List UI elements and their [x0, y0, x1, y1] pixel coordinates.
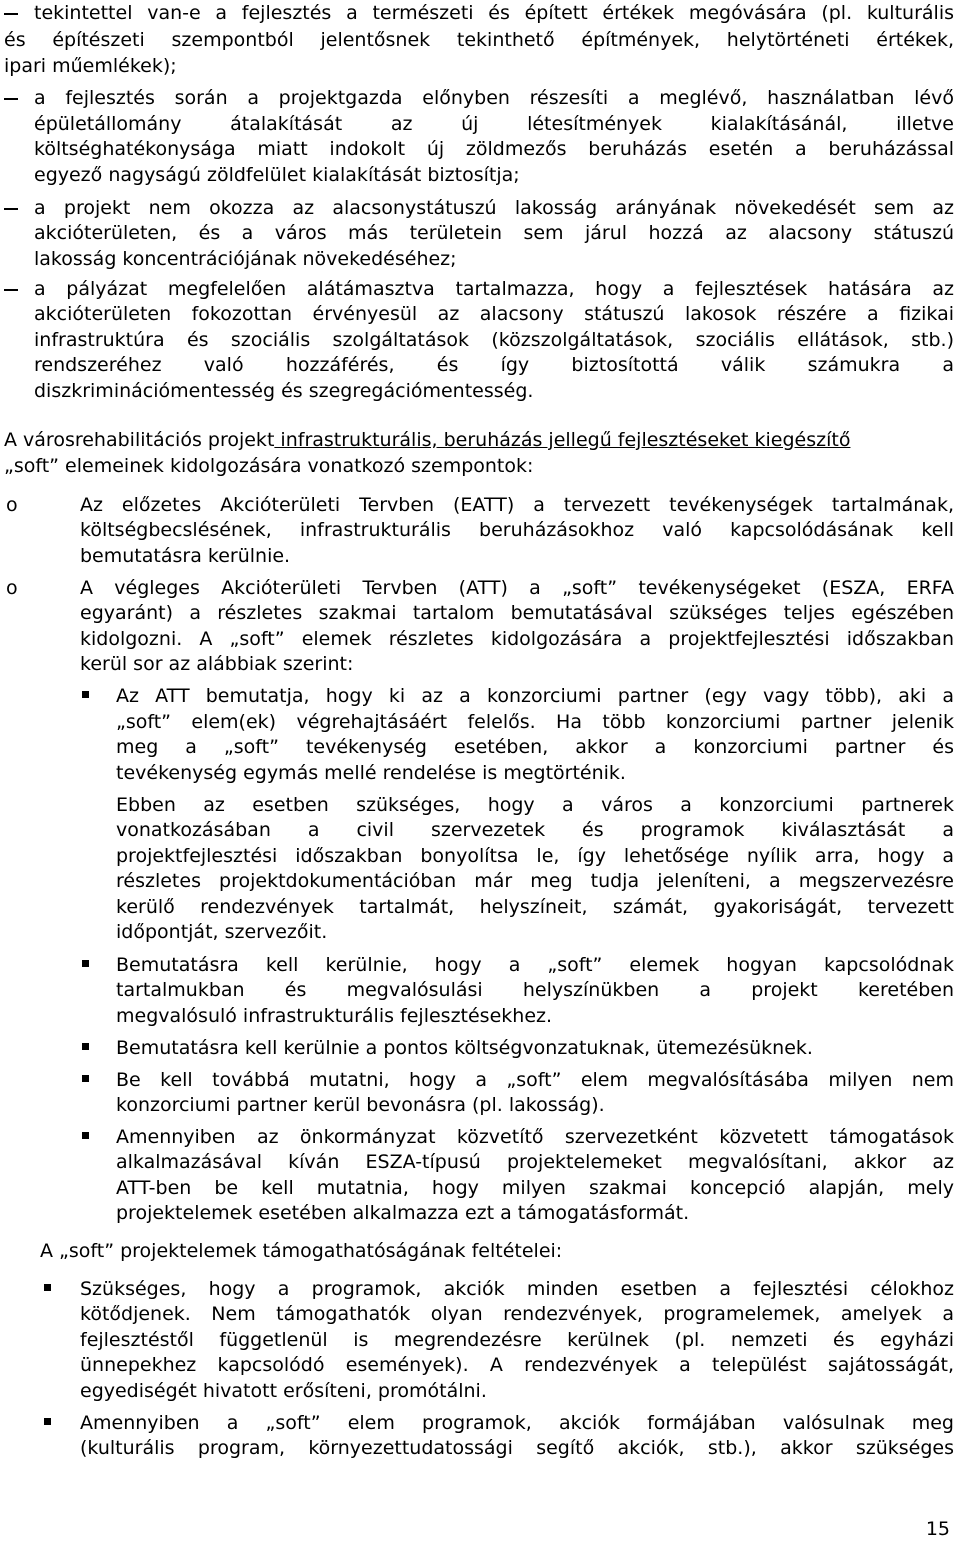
square-bullet	[82, 960, 89, 967]
text-line: A végleges Akcióterületi Tervben (ATT) a „soft” tevékenységeket (ESZA, ERFA	[80, 577, 954, 599]
text-line: tartalmukban és megvalósulási helyszínükben a projekt keretében	[116, 979, 954, 1001]
text-line: kerül sor az alábbiak szerint:	[80, 653, 354, 675]
intro-text: A városrehabilitációs projekt	[4, 429, 275, 451]
text-line: kötődjenek. Nem támogathatók olyan rendezvények, programelemek, amelyek a	[80, 1303, 954, 1325]
text-line: bemutatásra kerülnie.	[80, 545, 291, 567]
text-line: Bemutatásra kell kerülnie a pontos költségvonzatuknak, ütemezésüknek.	[116, 1037, 813, 1059]
square-bullet	[44, 1284, 51, 1291]
text-line: egyező nagyságú zöldfelület kialakítását biztosítja;	[34, 164, 520, 186]
circle-bullet: o	[6, 577, 18, 599]
text-line: ATT-ben be kell mutatnia, hogy milyen szakmai koncepció alapján, mely	[116, 1177, 954, 1199]
text-line: lakosság koncentrációjának növekedéséhez;	[34, 248, 457, 270]
text-line: a fejlesztés során a projektgazda előnyben részesíti a meglévő, használatban lévő	[34, 87, 954, 109]
square-bullet	[82, 1043, 89, 1050]
square-bullet	[82, 1132, 89, 1139]
text-line: diszkriminációmentesség és szegregációmentesség.	[34, 380, 534, 402]
text-line: projektfejlesztési időszakban bonyolítsa le, így lehetősége nyílik arra, hogy a	[116, 845, 954, 867]
text-line: Az előzetes Akcióterületi Tervben (EATT) a tervezett tevékenységek tartalmának,	[80, 494, 954, 516]
square-bullet	[82, 691, 89, 698]
intro-line	[4, 427, 850, 453]
text-line: projektelemek esetében alkalmazza ezt a támogatásformát.	[116, 1202, 690, 1224]
text-line: a projekt nem okozza az alacsonystátuszú lakosság arányának növekedését sem az	[34, 197, 954, 219]
text-line: infrastruktúra és szociális szolgáltatások (közszolgáltatások, szociális ellátások, stb.)	[34, 329, 954, 351]
text-line: ipari műemlékek);	[4, 55, 177, 77]
text-line: Amennyiben a „soft” elem programok, akciók formájában valósulnak meg	[80, 1412, 954, 1434]
text-line: rendszeréhez való hozzáférés, és így biztosítottá válik számukra a	[34, 354, 954, 376]
text-line: akcióterületen fokozottan érvényesül az alacsony státuszú lakosok részére a fizikai	[34, 303, 954, 325]
text-line: egyaránt) a részletes szakmai tartalom bemutatásával szükséges teljes egészében	[80, 602, 954, 624]
text-line: megvalósuló infrastrukturális fejlesztésekhez.	[116, 1005, 553, 1027]
text-line: kerülő rendezvények tartalmát, helyszíneit, számát, gyakoriságát, tervezett	[116, 896, 954, 918]
text-line: Ebben az esetben szükséges, hogy a város a konzorciumi partnerek	[116, 794, 954, 816]
text-line: alkalmazásával kíván ESZA-típusú projektelemeket megvalósítani, akkor az	[116, 1151, 954, 1173]
text-line: „soft” elem(ek) végrehajtásáért felelős. Ha több konzorciumi partner jelenik	[116, 711, 954, 733]
intro-underlined-text: beruházás jellegű fejlesztéseket kiegészítő	[437, 429, 851, 451]
dash-bullet	[4, 208, 18, 210]
intro-underlined-text: infrastrukturális,	[274, 429, 438, 451]
text-line: Az ATT bemutatja, hogy ki az a konzorciumi partner (egy vagy több), aki a	[116, 685, 954, 707]
text-line: konzorciumi partner kerül bevonásra (pl. lakosság).	[116, 1094, 605, 1116]
text-line: Bemutatásra kell kerülnie, hogy a „soft” elemek hogyan kapcsolódnak	[116, 954, 954, 976]
text-line: tevékenység egymás mellé rendelése is megtörténik.	[116, 762, 626, 784]
text-line: fejlesztéstől függetlenül is megrendezésre kerülnek (pl. nemzeti és egyházi	[80, 1329, 954, 1351]
text-line: részletes projektdokumentációban már meg tudja jeleníteni, a megszervezésre	[116, 870, 954, 892]
circle-bullet: o	[6, 494, 18, 516]
text-line: ünnepekhez kapcsolódó események). A rendezvények a települést sajátosságát,	[80, 1354, 954, 1376]
text-line: akcióterületen, és a város más területein sem járul hozzá az alacsony státuszú	[34, 222, 954, 244]
text-line: egyediségét hivatott erősíteni, promótálni.	[80, 1380, 487, 1402]
text-line: kidolgozni. A „soft” elemek részletes kidolgozására a projektfejlesztési időszakban	[80, 628, 954, 650]
page-number: 15	[925, 1518, 950, 1540]
conditions-heading: A „soft” projektelemek támogathatóságának feltételei:	[40, 1240, 563, 1262]
square-bullet	[44, 1418, 51, 1425]
text-line: (kulturális program, környezettudatossági segítő akciók, stb.), akkor szükséges	[80, 1437, 954, 1459]
text-line: időpontját, szervezőit.	[116, 921, 328, 943]
text-line: a pályázat megfelelően alátámasztva tartalmazza, hogy a fejlesztések hatására az	[34, 278, 954, 300]
text-line: Amennyiben az önkormányzat közvetítő szervezetként közvetett támogatások	[116, 1126, 954, 1148]
text-line: költségbecslésének, infrastrukturális beruházásokhoz való kapcsolódásának kell	[80, 519, 954, 541]
text-line: költséghatékonysága miatt indokolt új zöldmezős beruházás esetén a beruházással	[34, 138, 954, 160]
text-line: épületállomány átalakítását az új létesítmények kialakításánál, illetve	[34, 113, 954, 135]
dash-bullet	[4, 98, 18, 100]
intro-line: „soft” elemeinek kidolgozására vonatkozó szempontok:	[4, 455, 534, 477]
text-line: vonatkozásában a civil szervezetek és programok kiválasztását a	[116, 819, 954, 841]
text-line: Be kell továbbá mutatni, hogy a „soft” elem megvalósításába milyen nem	[116, 1069, 954, 1091]
dash-bullet	[4, 289, 18, 291]
text-line: és építészeti szempontból jelentősnek tekinthető építmények, helytörténeti értékek,	[4, 29, 954, 51]
text-line: Szükséges, hogy a programok, akciók minden esetben a fejlesztési célokhoz	[80, 1278, 954, 1300]
text-line: tekintettel van-e a fejlesztés a természeti és épített értékek megóvására (pl. kulturális	[34, 2, 954, 24]
dash-bullet	[4, 13, 18, 15]
square-bullet	[82, 1075, 89, 1082]
text-line: meg a „soft” tevékenység esetében, akkor a konzorciumi partner és	[116, 736, 954, 758]
